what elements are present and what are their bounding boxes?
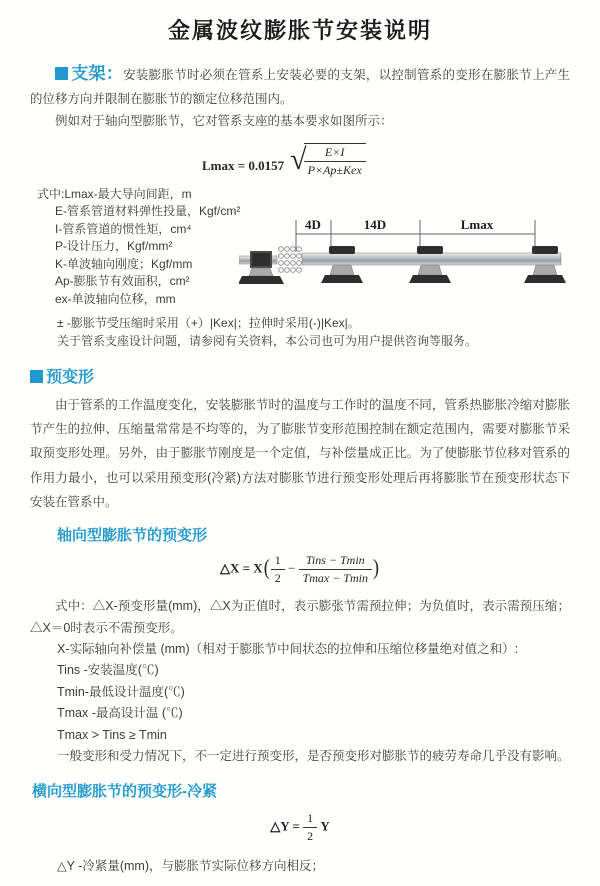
lateral-note-line: △Y -冷紧量(mm)，与膨胀节实际位移方向相反；: [57, 858, 325, 873]
dy-den: 2: [303, 827, 317, 844]
axial-line: 一般变形和受力情况下，不一定进行预变形，是否预变形对膨胀节的疲劳寿命几乎没有影响。: [57, 749, 570, 764]
section-marker-icon: [30, 370, 43, 383]
predeform-paragraph: 由于管系的工作温度变化，安装膨胀节时的温度与工作时的温度不同，管系热膨胀冷缩对膨胀节产生的拉伸、压缩量常常是不均等的，为了膨胀节变形范围控制在额定范围内，需要对膨胀节采取预变形处理。另外，由于膨胀节刚度是一个定值，与补偿量成正比。为了使膨胀节位移对管系的作用力最小，也可以采用预变形(冷紧)方法对膨胀节进行预变形处理后再将膨胀节在预变形状态下安装在管系中。: [30, 397, 570, 509]
page-title: 金属波纹膨胀节安装说明: [167, 18, 432, 43]
axial-line: Tmin-最低设计温度(℃): [57, 684, 185, 699]
axial-line: Tmax > Tins ≥ Tmin: [57, 727, 167, 742]
support-section-heading: [55, 64, 123, 83]
lmax-formula-denominator: P×Ap±Kex: [304, 161, 366, 178]
pipe-support-diagram: [239, 212, 595, 312]
dx-half-den: 2: [271, 569, 285, 586]
dx-numerator: Tins − Tmin: [305, 553, 365, 568]
axial-line: X-实际轴向补偿量 (mm)（相对于膨胀节中间状态的拉伸和压缩位移量绝对值之和）:: [57, 641, 519, 656]
main-pipe: [302, 253, 561, 265]
diagram-dim-label-14d: 14D: [363, 216, 387, 232]
axial-line: Tmax -最高设计温 (℃): [57, 706, 183, 721]
support-intro-paragraph: [30, 59, 570, 111]
support-example-line: 例如对于轴向型膨胀节，它对管系支座的基本要求如图所示：: [55, 113, 393, 128]
support-heading-label: 支架：: [71, 64, 124, 83]
definition-line: P-设计压力，Kgf/mm²: [55, 239, 173, 254]
dx-rparen: ): [372, 554, 379, 580]
definition-line: ex-单波轴向位移，mm: [55, 292, 176, 307]
plus-minus-note: ± -膨胀节受压缩时采用（+）|Kex|；拉伸时采用(-)|Kex|。: [57, 315, 360, 330]
dx-lhs: △X = X: [220, 560, 263, 576]
dx-minus: −: [287, 560, 296, 576]
dy-num: 1: [307, 810, 314, 825]
definition-line: K-单波轴向刚度；Kgf/mm: [55, 256, 193, 271]
dx-lparen: (: [263, 554, 270, 580]
definition-line: I-管系管道的惯性矩，cm⁴: [55, 221, 192, 236]
support-intro-text: 安装膨胀节时必须在管系上安装必要的支架，以控制管系的变形在膨胀节上产生的位移方向并限制在膨胀节的额定位移范围内。: [30, 68, 570, 106]
anchor-base: [239, 276, 284, 284]
delta-y-formula: [30, 811, 570, 844]
lateral-subheading: 横向型膨胀节的预变形-冷紧: [32, 782, 217, 800]
dx-explain-paragraph: 式中：△X-预变形量(mm)，△X为正值时，表示膨张节需预拉伸；为负值时，表示需预压缩；△X＝0时表示不需预变形。: [30, 599, 570, 635]
axial-subheading: 轴向型膨胀节的预变形: [57, 527, 208, 545]
lmax-formula-numerator: E×I: [324, 144, 345, 159]
axial-definition-lines: [30, 639, 570, 768]
lmax-formula-lhs: Lmax = 0.0157: [202, 157, 285, 173]
service-note: 关于管系支座设计问题，请参阅有关资料，本公司也可为用户提供咨询等服务。: [57, 333, 478, 348]
lmax-formula: [202, 143, 570, 178]
dy-rhs: Y: [320, 818, 330, 834]
diagram-dim-label-4d: 4D: [305, 216, 321, 232]
predeform-section-heading: [30, 364, 570, 387]
definition-line: 式中:Lmax-最大导向间距，m: [37, 186, 192, 201]
dy-lhs: △Y =: [270, 818, 300, 834]
sqrt-radical: [290, 143, 365, 178]
radical-sign: √: [290, 143, 307, 177]
delta-x-formula: [30, 553, 570, 586]
anchor-pedestal: [249, 268, 273, 276]
definition-line: Ap-膨胀节有效面积，cm²: [55, 274, 190, 289]
diagram-dim-label-lmax: Lmax: [460, 216, 494, 232]
definition-line: E-管系管道材料弹性投量，Kgf/cm²: [55, 204, 241, 219]
section-marker-icon: [55, 67, 68, 80]
predeform-heading-label: 预变形: [46, 368, 95, 386]
definitions-and-diagram-row: [30, 186, 570, 314]
dx-denominator: Tmax − Tmin: [299, 569, 372, 586]
bellows-icon: [279, 246, 302, 272]
dx-half-num: 1: [274, 553, 281, 568]
axial-line: Tins -安装温度(℃): [57, 663, 159, 678]
